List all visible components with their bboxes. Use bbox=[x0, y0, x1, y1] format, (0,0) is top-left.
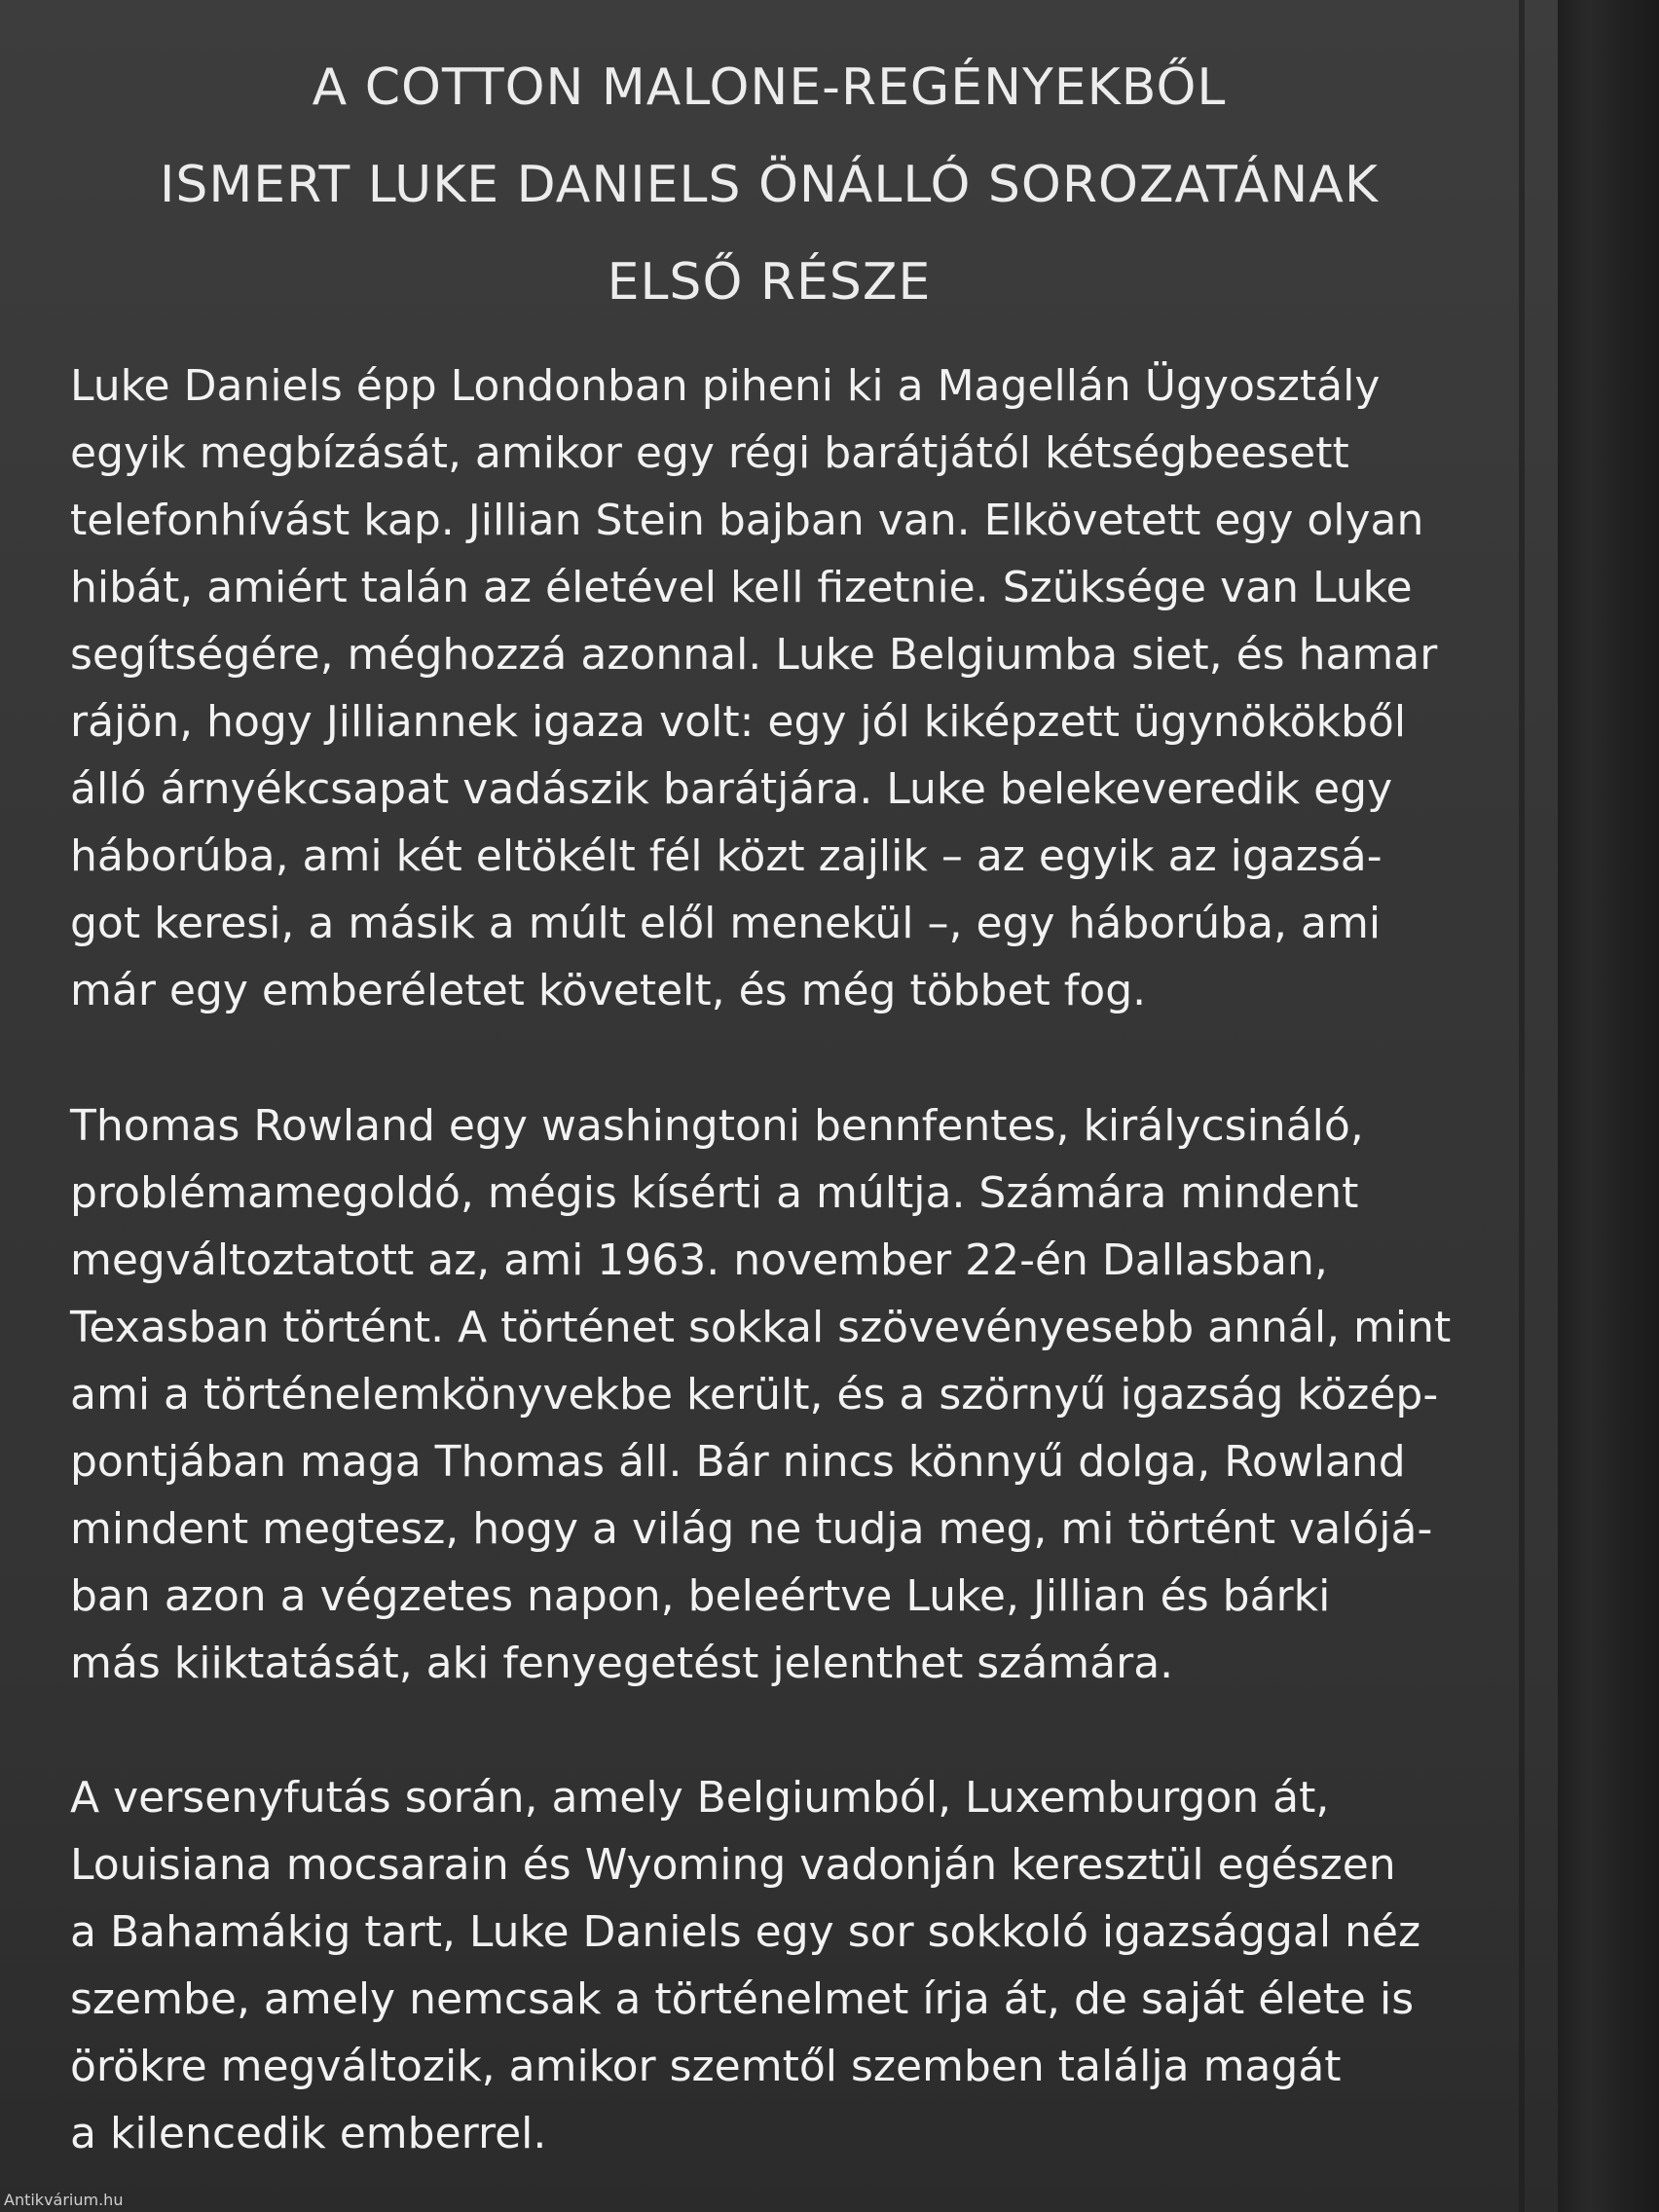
text-line: rájön, hogy Jilliannek igaza volt: egy jól kiképzett ügynökökből bbox=[70, 697, 1407, 747]
text-line: A versenyfutás során, amely Belgiumból, Luxemburgon át, bbox=[70, 1773, 1330, 1823]
heading-line: A COTTON MALONE-REGÉNYEKBŐL bbox=[312, 58, 1227, 117]
text-line: got keresi, a másik a múlt elől menekül –, egy háborúba, ami bbox=[70, 899, 1382, 948]
text-line: háborúba, ami két eltökélt fél közt zajlik – az egyik az igazsá- bbox=[70, 831, 1382, 881]
text-line: problémamegoldó, mégis kísérti a múltja. Számára mindent bbox=[70, 1168, 1359, 1218]
text-line: a Bahamákig tart, Luke Daniels egy sor sokkoló igazsággal néz bbox=[70, 1907, 1421, 1957]
blurb-paragraph-2 bbox=[70, 1092, 1492, 1697]
heading-line: ELSŐ RÉSZE bbox=[607, 253, 932, 312]
watermark-text: Antikvárium.hu bbox=[4, 2191, 124, 2209]
text-line: ban azon a végzetes napon, beleértve Luke, Jillian és bárki bbox=[70, 1571, 1331, 1621]
text-line: telefonhívást kap. Jillian Stein bajban van. Elkövetett egy olyan bbox=[70, 496, 1424, 545]
text-line: más kiiktatását, aki fenyegetést jelenthet számára. bbox=[70, 1639, 1174, 1688]
cover-heading bbox=[88, 39, 1451, 331]
text-line: egyik megbízását, amikor egy régi barátjától kétségbeesett bbox=[70, 428, 1349, 478]
text-line: hibát, amiért talán az életével kell fizetnie. Szüksége van Luke bbox=[70, 563, 1413, 612]
blurb-paragraph-1 bbox=[70, 352, 1492, 1024]
text-line: már egy emberéletet követelt, és még többet fog. bbox=[70, 966, 1147, 1015]
blurb-paragraph-3 bbox=[70, 1764, 1492, 2167]
cover-fold-line bbox=[1519, 0, 1525, 2212]
text-line: ami a történelemkönyvekbe került, és a szörnyű igazság közép- bbox=[70, 1370, 1439, 1419]
text-line: pontjában maga Thomas áll. Bár nincs könnyű dolga, Rowland bbox=[70, 1437, 1406, 1487]
text-line: a kilencedik emberrel. bbox=[70, 2109, 547, 2158]
text-line: örökre megváltozik, amikor szemtől szemben találja magát bbox=[70, 2042, 1342, 2091]
text-line: Luke Daniels épp Londonban piheni ki a Magellán Ügyosztály bbox=[70, 361, 1381, 411]
text-line: mindent megtesz, hogy a világ ne tudja meg, mi történt valójá- bbox=[70, 1504, 1433, 1554]
text-line: segítségére, méghozzá azonnal. Luke Belgiumba siet, és hamar bbox=[70, 630, 1438, 680]
text-line: Texasban történt. A történet sokkal szövevényesebb annál, mint bbox=[70, 1303, 1452, 1352]
text-line: Thomas Rowland egy washingtoni bennfentes, királycsináló, bbox=[70, 1101, 1364, 1151]
text-line: álló árnyékcsapat vadászik barátjára. Luke belekeveredik egy bbox=[70, 764, 1393, 814]
text-line: Louisiana mocsarain és Wyoming vadonján keresztül egészen bbox=[70, 1840, 1396, 1890]
text-line: megváltoztatott az, ami 1963. november 22-én Dallasban, bbox=[70, 1235, 1328, 1285]
text-line: szembe, amely nemcsak a történelmet írja át, de saját élete is bbox=[70, 1974, 1415, 2024]
book-spine-edge bbox=[1558, 0, 1659, 2212]
heading-line: ISMERT LUKE DANIELS ÖNÁLLÓ SOROZATÁNAK bbox=[160, 156, 1379, 214]
